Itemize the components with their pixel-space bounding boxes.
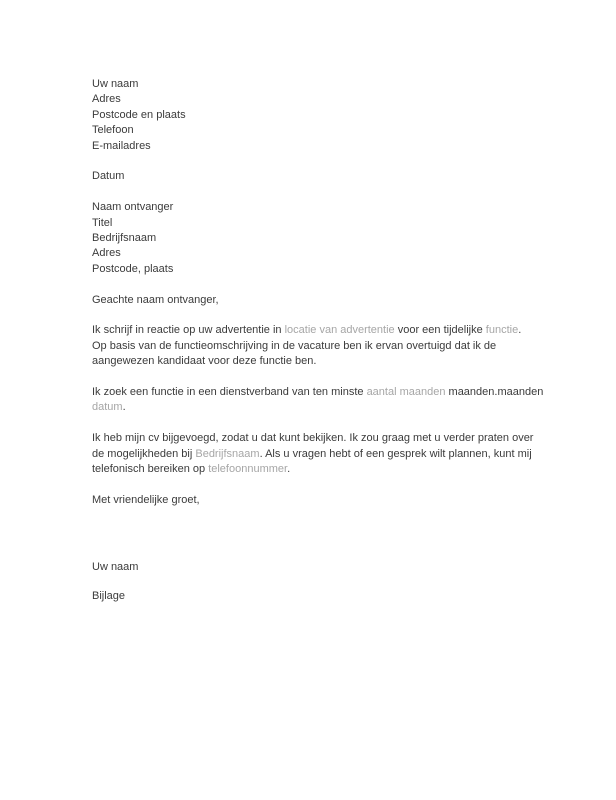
text-segment: Op basis van de functieomschrijving in de vacature ben ik ervan overtuigd dat ik de [92,339,497,352]
recipient-title: Titel [92,216,113,229]
paragraph-line [92,323,562,338]
text-segment: de mogelijkheden bij [92,447,196,460]
recipient-name: Naam ontvanger [92,201,174,214]
text-segment: . [122,401,126,414]
closing-line: Met vriendelijke groet, [92,493,200,506]
body-paragraph-2 [92,385,562,416]
letter-content [92,77,562,604]
paragraph-line [92,431,562,446]
text-segment: Ik schrijf in reactie op uw advertentie in [92,324,285,337]
text-segment: voor een tijdelijke [394,324,486,337]
sender-address: Adres [92,93,121,106]
signature-name: Uw naam [92,561,139,574]
sender-name: Uw naam [92,78,139,90]
date-block [92,169,562,184]
paragraph-line [92,354,562,369]
sender-phone: Telefoon [92,124,134,137]
text-segment: . [287,463,291,476]
body-paragraph-1 [92,323,562,369]
sender-postcode-city: Postcode en plaats [92,108,186,121]
placeholder-text: functie [485,324,519,337]
recipient-address: Adres [92,247,121,260]
placeholder-text: telefoonnummer [208,463,288,476]
salutation-line: Geachte naam ontvanger, [92,293,219,306]
placeholder-text: Bedrijfsnaam [195,447,260,460]
text-segment: Ik heb mijn cv bijgevoegd, zodat u dat kunt bekijken. Ik zou graag met u verder praten over [92,432,534,445]
text-segment: . Als u vragen hebt of een gesprek wilt plannen, kunt mij [259,447,532,460]
text-segment: aangewezen kandidaat voor deze functie ben. [92,355,317,368]
enclosure-line: Bijlage [92,589,126,602]
placeholder-text: datum [92,401,123,414]
recipient-postcode-city: Postcode, plaats [92,262,174,275]
placeholder-text: locatie van advertentie [284,324,395,337]
paragraph-line [92,447,562,462]
text-segment: Ik zoek een functie in een dienstverband van ten minste [92,386,367,399]
recipient-block [92,200,562,277]
date-line: Datum [92,170,125,183]
placeholder-text: aantal maanden [366,386,446,399]
paragraph-line [92,339,562,354]
sender-block [92,77,562,154]
paragraph-line [92,400,562,415]
paragraph-line [92,385,562,400]
body-paragraph-3 [92,431,562,477]
recipient-company: Bedrijfsnaam [92,232,157,245]
text-segment: maanden.maanden [445,386,544,399]
text-segment: telefonisch bereiken op [92,463,209,476]
text-segment: . [518,324,522,337]
paragraph-line [92,462,562,477]
sender-email: E-mailadres [92,139,151,152]
